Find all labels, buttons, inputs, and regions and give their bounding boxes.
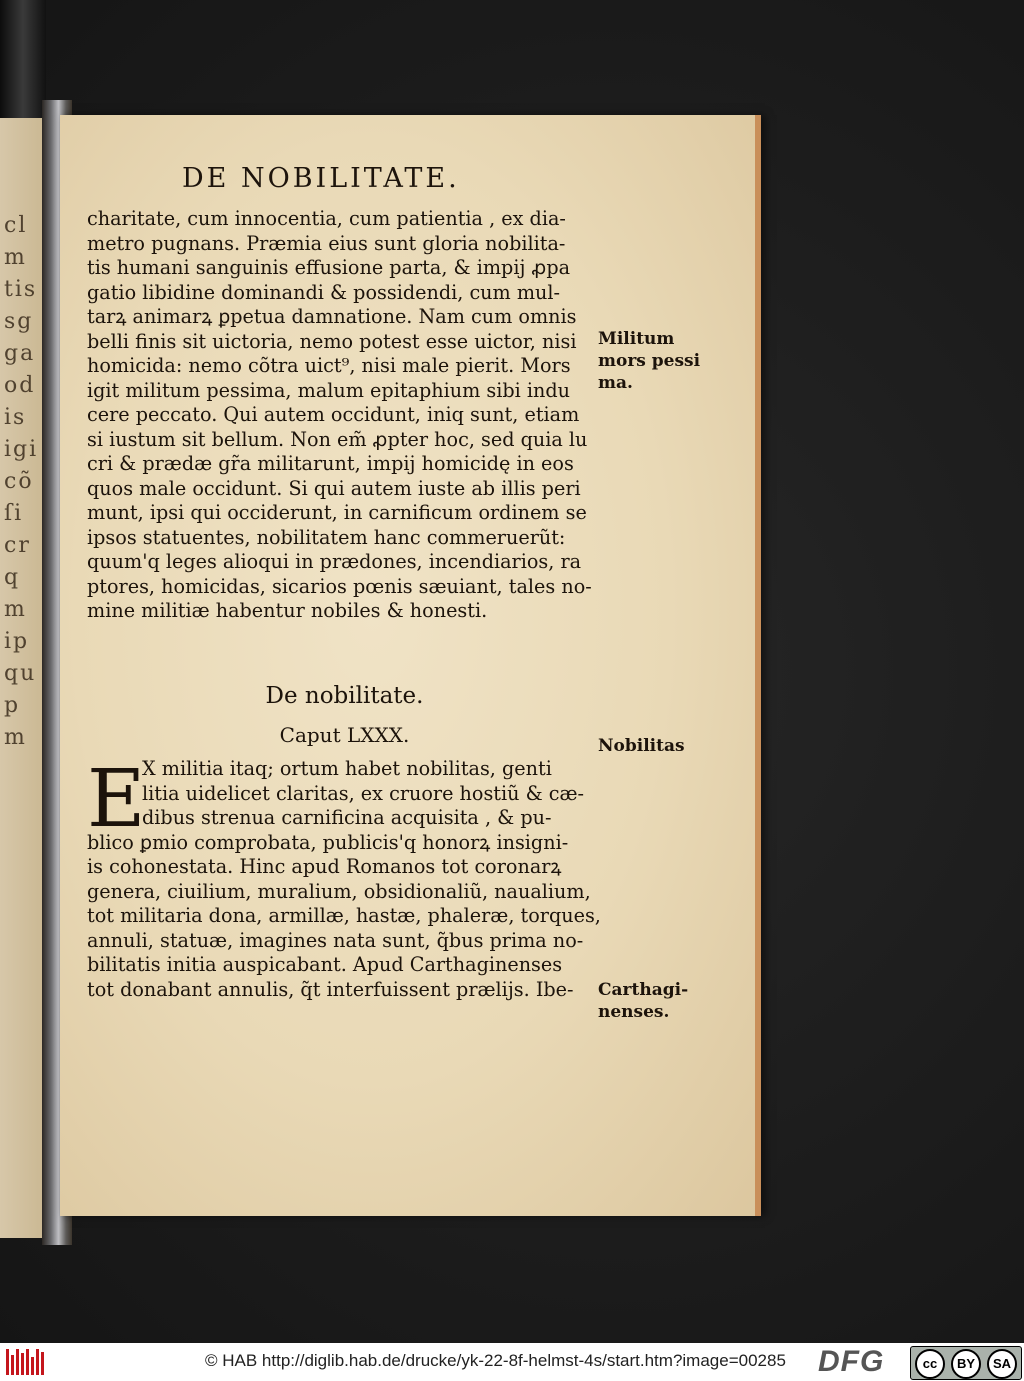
left-page-fragment: ga xyxy=(4,341,36,366)
text-line: belli finis sit uictoria, nemo potest esse uictor, nisi xyxy=(87,329,577,353)
left-page-fragment: ſi xyxy=(4,501,24,526)
running-head: DE NOBILITATE. xyxy=(182,163,460,194)
text-line: gatio libidine dominandi & possidendi, cum mul- xyxy=(87,280,561,304)
left-page-fragment: m xyxy=(4,245,27,270)
text-line: quum'q leges alioqui in prædones, incendiarios, ra xyxy=(87,550,582,573)
left-page-fragment: is xyxy=(4,405,27,430)
text-line: annuli, statuæ, imagines nata sunt, q̃bus prima no- xyxy=(87,928,584,952)
text-line: X militia itaq; ortum habet nobilitas, genti xyxy=(142,757,552,780)
left-page-fragment: m xyxy=(4,597,27,622)
hab-logo-icon[interactable] xyxy=(6,1349,46,1375)
left-page-fragment: igi xyxy=(4,437,39,462)
text-line: litia uidelicet claritas, ex cruore hostiũ & cæ- xyxy=(142,781,585,805)
left-page-fragment: m xyxy=(4,725,27,750)
sa-icon: SA xyxy=(987,1349,1017,1379)
margin-note-carthaginenses xyxy=(598,979,688,1023)
cc-license-badge[interactable] xyxy=(910,1346,1022,1380)
margin-note-line: mors pessi xyxy=(598,351,701,371)
footer-bar xyxy=(0,1343,1024,1381)
text-line: blico ꝑmio comprobata, publicis'q honorꝝ insigni- xyxy=(87,830,569,854)
text-line: ipsos statuentes, nobilitatem hanc commeruerũt: xyxy=(87,525,566,549)
text-line: charitate, cum innocentia, cum patientia , ex dia- xyxy=(87,207,566,230)
text-line: cere peccato. Qui autem occidunt, iniq sunt, etiam xyxy=(87,403,580,426)
text-line: homicida: nemo cõtra uict⁹, nisi male pierit. Mors xyxy=(87,354,571,377)
text-line: genera, ciuilium, muralium, obsidionaliũ, naualium, xyxy=(87,879,591,903)
text-line: munt, ipsi qui occiderunt, in carnificum ordinem se xyxy=(87,501,587,524)
source-credit-link[interactable]: © HAB http://diglib.hab.de/drucke/yk-22-8f-helmst-4s/start.htm?image=00285 xyxy=(205,1351,786,1370)
margin-note-line: Carthagi- xyxy=(598,980,689,1000)
margin-note-line: nenses. xyxy=(598,1002,670,1022)
text-line: ptores, homicidas, sicarios pœnis sæuiant, tales no- xyxy=(87,574,592,598)
left-page-fragment: cr xyxy=(4,533,31,558)
chapter-heading-area xyxy=(87,115,602,815)
book-binding xyxy=(0,0,46,118)
text-line: tarꝝ animarꝝ ꝑpetua damnatione. Nam cum omnis xyxy=(87,305,577,328)
left-page-fragment: sg xyxy=(4,309,34,334)
left-page-fragment: p xyxy=(4,693,21,718)
left-page-fragment: tis xyxy=(4,277,38,302)
margin-note-militum xyxy=(598,328,700,394)
text-line: metro pugnans. Præmia eius sunt gloria nobilita- xyxy=(87,231,566,255)
text-line: cri & prædæ gr̃a militarunt, impij homicidę in eos xyxy=(87,452,574,475)
by-icon: BY xyxy=(951,1349,981,1379)
text-line: igit militum pessima, malum epitaphium sibi indu xyxy=(87,378,571,402)
left-page-fragment: q xyxy=(4,565,21,590)
text-line: is cohonestata. Hinc apud Romanos tot coronarꝝ xyxy=(87,855,562,878)
chapter-number: Caput LXXX. xyxy=(279,723,410,747)
text-line: dibus strenua carnificina acquisita , & pu- xyxy=(142,806,552,829)
section-heading: De nobilitate. xyxy=(265,683,424,709)
text-line: mine militiæ habentur nobiles & honesti. xyxy=(87,599,488,622)
text-line: si iustum sit bellum. Non em̃ ꝓpter hoc, sed quia lu xyxy=(87,427,588,451)
left-page-fragment: cõ xyxy=(4,469,34,494)
margin-note-nobilitas: Nobilitas xyxy=(598,736,685,756)
text-line: bilitatis initia auspicabant. Apud Carthaginenses xyxy=(87,953,563,976)
margin-note-line: ma. xyxy=(598,373,633,393)
left-page-fragment: od xyxy=(4,373,36,398)
text-line: tot donabant annulis, q̃t interfuissent prælijs. Ibe- xyxy=(87,977,574,1001)
left-page-fragment: ip xyxy=(4,629,30,654)
text-line: tot militaria dona, armillæ, hastæ, phaleræ, torques, xyxy=(87,904,601,927)
left-page-fragment: cl xyxy=(4,213,28,238)
cc-icon: cc xyxy=(915,1349,945,1379)
book-page xyxy=(60,115,761,1216)
left-page-fragment: qu xyxy=(4,661,37,686)
text-block-chapter xyxy=(87,752,602,1002)
text-line: tis humani sanguinis effusione parta, & impij ꝓpa xyxy=(87,256,571,279)
drop-cap: E xyxy=(87,752,146,845)
dfg-logo: DFG xyxy=(818,1345,885,1378)
margin-note-line: Militum xyxy=(598,329,675,349)
text-line: quos male occidunt. Si qui autem iuste ab illis peri xyxy=(87,476,581,500)
